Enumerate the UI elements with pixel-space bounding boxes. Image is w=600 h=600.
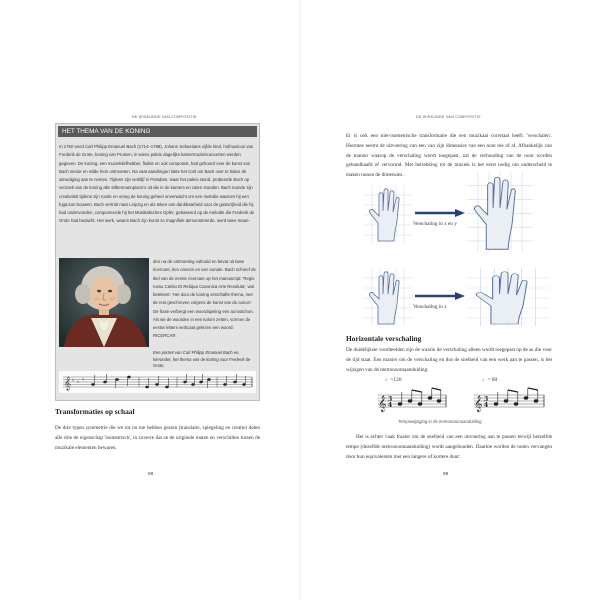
body-paragraph: De duidelijkste voorbeelden zijn de waarin de verschaling alleen wordt toegepast op de as die voor de tijd staat. Een manier om de verschaling en dus de snelheid van een werk aan te passen, is het wijzigen van de metronoomaanduiding: bbox=[346, 347, 552, 373]
svg-text:♭: ♭ bbox=[77, 379, 80, 385]
hand-grid-small-1 bbox=[364, 185, 412, 243]
hand-grid-large-1 bbox=[467, 172, 533, 252]
page-number: 88 bbox=[148, 472, 154, 477]
body-paragraph: Het is echter vaak fraaier om de snelheid van een uitvoering aan te passen terwijl hetzelfde tempo (dezelfde metronoomaanduiding) wordt aangehouden. Daartoe worden de noten vervangen door hun equivalenten met een langere of kortere duur: bbox=[346, 434, 552, 460]
arrow-icon bbox=[415, 209, 465, 217]
portrait-image bbox=[59, 258, 149, 347]
tempo-marking-2: ♩= 60 bbox=[482, 377, 498, 383]
section-heading: Horizontale verschaling bbox=[346, 334, 422, 343]
music-example-illustration bbox=[376, 387, 556, 413]
arrow-icon bbox=[415, 292, 465, 300]
svg-text:4: 4 bbox=[484, 402, 489, 409]
box-text-column: den na de ontmoeting voltooid en bevat uit twee ricercare, tien canons en een sonate. Bach schreef de titel van de eerste ricercare op het manuscript: 'Regis Iussu Cantio Et Reliqua Canonica Arte Resoluta', wat betekent: 'Het door de koning verschafte thema, met de rest geschreven volgens de kunst van de canon'. De frase verbergt een woordspeling een acrostichon. Als we de woorden in een kolom zetten, vormen de eerste letters verticaal gelezen een woord: RICERCAR. bbox=[153, 259, 256, 339]
svg-text:♭: ♭ bbox=[82, 376, 85, 383]
music-caption: Tempowijziging in de metronoomaanduiding bbox=[398, 419, 482, 424]
svg-text:3: 3 bbox=[388, 396, 393, 403]
svg-text:𝄞: 𝄞 bbox=[378, 396, 387, 412]
figure-label: Verschaling in x en y bbox=[413, 221, 457, 227]
section-heading: Transformaties op schaal bbox=[55, 407, 135, 416]
sidebar-box bbox=[55, 123, 260, 401]
portrait-caption: Een portret van Carl Philipp Emanuel Bach en, hieronder, het thema van de koning voor Frederik de Grote. bbox=[153, 350, 251, 369]
hand-illustration bbox=[364, 185, 412, 243]
running-head: DE WISKUNDE VAN COMPOSITIE bbox=[416, 115, 481, 119]
svg-text:4: 4 bbox=[388, 402, 393, 409]
page-number: 89 bbox=[443, 472, 449, 477]
running-head: DE WISKUNDE VAN COMPOSITIE bbox=[132, 115, 197, 119]
box-title: HET THEMA VAN DE KONING bbox=[58, 126, 257, 137]
hand-grid-wide-2 bbox=[467, 268, 549, 326]
hand-illustration bbox=[467, 172, 533, 252]
music-staff-theme bbox=[59, 371, 256, 393]
hand-illustration bbox=[364, 268, 412, 326]
right-page bbox=[300, 0, 600, 600]
svg-text:𝄞: 𝄞 bbox=[64, 376, 72, 390]
portrait-illustration bbox=[59, 258, 149, 347]
hand-illustration bbox=[467, 268, 549, 326]
hand-grid-small-2 bbox=[364, 268, 412, 326]
svg-text:♭: ♭ bbox=[72, 377, 75, 384]
figure-label: Verschaling in x bbox=[413, 304, 447, 310]
box-text: In 1760 werd Carl Philipp Emanuel Bach (1714–1788), Johann Sebastians vijfde kind, hofmusicus van Frederik de Grote, koning van Pruisen, in wiens paleis dagelijks kamermuziekconcerten werden gegeven. De koning, een muziekliefhebber, fluitist en ook componist, had gehoord over de kunst van Bach senior en wilde hem ontmoeten. Na vaat aandringen lukte het Carl om Bach over te halen de uitnodiging aan te nemen. Tijdens zijn verblijf in Potsdam, waar het paleis stond, probeerde Bach op verzoek van de koning alle Silbermannpiano's uit die in de kamers en zalen stonden. Bach toonde zijn creativiteit tijdens zijn ronde en vroeg de koning geheel onverwacht om een melodie waarom hij een fuga kon bouwen. Bach vertrok naar Leipzig en als teken van dankbaarheid voor de gastvrijheid die hij had ondervonden, componeerde hij het Musikalisches Opfer, gebaseerd op de melodie die Frederik de Grote had bedacht. Het werk, waarin Bach zijn kunst zo magnifiek demonstreerde, werd twee maan- bbox=[59, 144, 255, 224]
music-notation-illustration bbox=[59, 371, 256, 393]
intro-paragraph: Er is ook een niet-isometrische transformatie die een muzikaal correlaat heeft: 'verschalen'. Hiermee neemt de uitvoering van een van zijn dimensies van een noot toe of af. Afhankelijk van de manier waarop de verschaling wordt toegepast, zal de verhouding van de noot worden gehandhaafd of vervormd. Met betrekking tot de muziek is het eerst nodig om onderscheid te maken tussen de dimensies. bbox=[346, 133, 552, 178]
svg-text:𝄞: 𝄞 bbox=[474, 396, 483, 412]
tempo-marking-1: ♩=120 bbox=[385, 377, 402, 383]
body-paragraph: De drie typen symmetrie die we tot nu toe hebben gezien (translatie, spiegeling en rotatie) delen alle drie de eigenschap 'isometrisch', in zoverre dat ze de originele maten en verschillen tussen de muzikale elementen bewaren. bbox=[55, 425, 260, 451]
svg-text:3: 3 bbox=[484, 396, 489, 403]
